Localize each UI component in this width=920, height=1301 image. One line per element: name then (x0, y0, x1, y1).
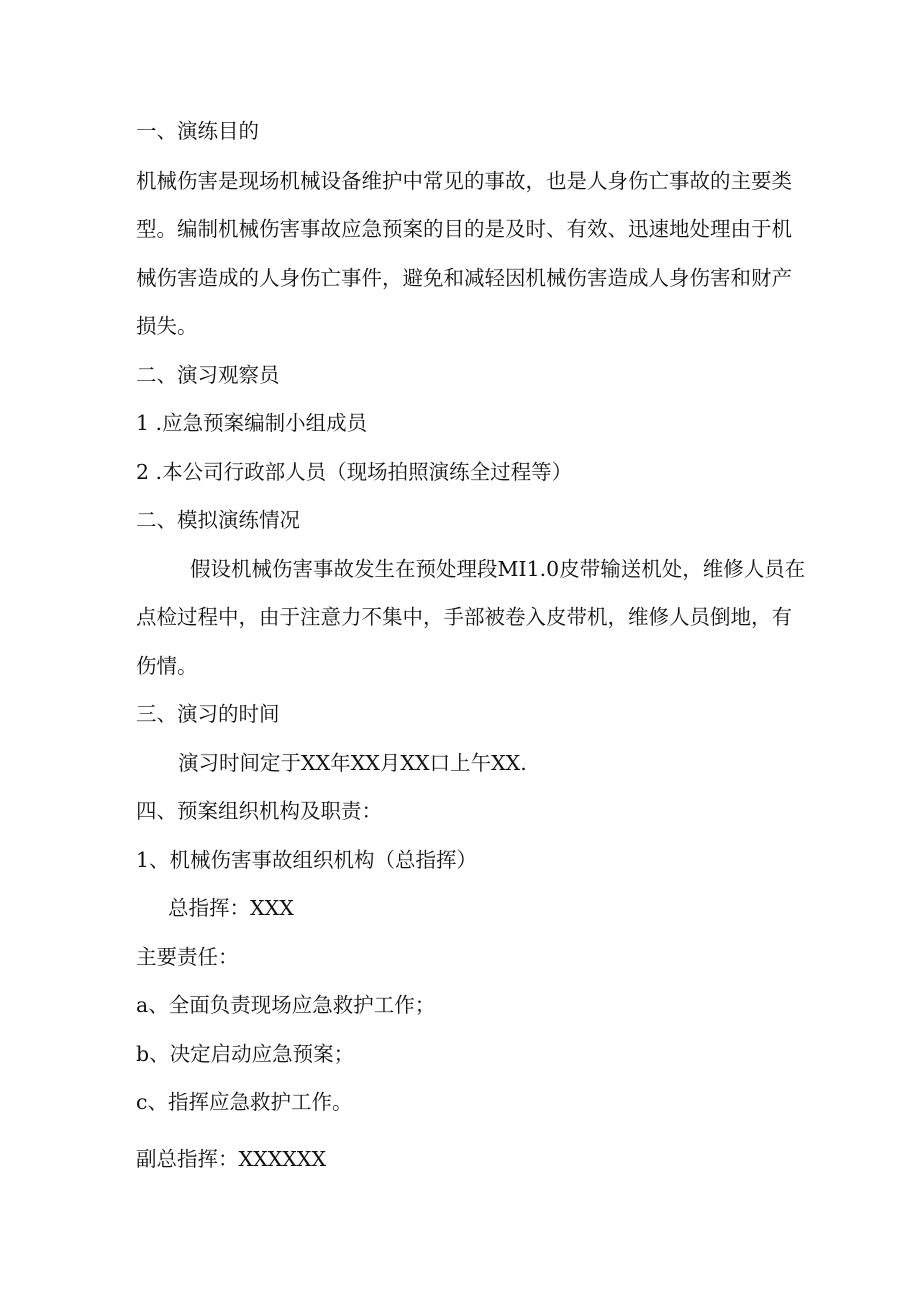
section-heading-purpose: 一、演练目的 (136, 119, 259, 143)
list-item: 1、机械伤害事故组织机构（总指挥） (136, 848, 478, 872)
paragraph-line: 损失。 (136, 314, 198, 338)
section-heading-organization: 四、预案组织机构及职责： (136, 799, 382, 823)
paragraph-line: 械伤害造成的人身伤亡事件，避免和减轻因机械伤害造成人身伤害和财产 (136, 266, 792, 290)
commander-line: 总指挥：XXX (168, 896, 294, 920)
paragraph-line: 假设机械伤害事故发生在预处理段MI1.0皮带输送机处，维修人员在 (190, 557, 806, 581)
list-item: 2 .本公司行政部人员（现场拍照演练全过程等） (136, 460, 573, 484)
paragraph-line: 机械伤害是现场机械设备维护中常见的事故，也是人身伤亡事故的主要类 (136, 169, 792, 193)
paragraph-line: 伤情。 (136, 654, 198, 678)
list-item: c、指挥应急救护工作。 (136, 1090, 353, 1114)
section-heading-time: 三、演习的时间 (136, 702, 280, 726)
deputy-commander-line: 副总指挥：XXXXXX (136, 1147, 327, 1171)
section-heading-simulation: 二、模拟演练情况 (136, 508, 300, 532)
list-item: b、决定启动应急预案； (136, 1042, 355, 1066)
paragraph-line: 型。编制机械伤害事故应急预案的目的是及时、有效、迅速地处理由于机 (136, 217, 792, 241)
section-heading-observers: 二、演习观察员 (136, 363, 280, 387)
list-item: 1 .应急预案编制小组成员 (136, 411, 368, 435)
paragraph-line: 点检过程中，由于注意力不集中，手部被卷入皮带机，维修人员倒地，有 (136, 605, 792, 629)
list-item: a、全面负责现场应急救护工作； (136, 993, 436, 1017)
paragraph-line: 演习时间定于XX年XX月XX口上午XX. (178, 751, 527, 775)
responsibilities-heading: 主要责任： (136, 945, 239, 969)
